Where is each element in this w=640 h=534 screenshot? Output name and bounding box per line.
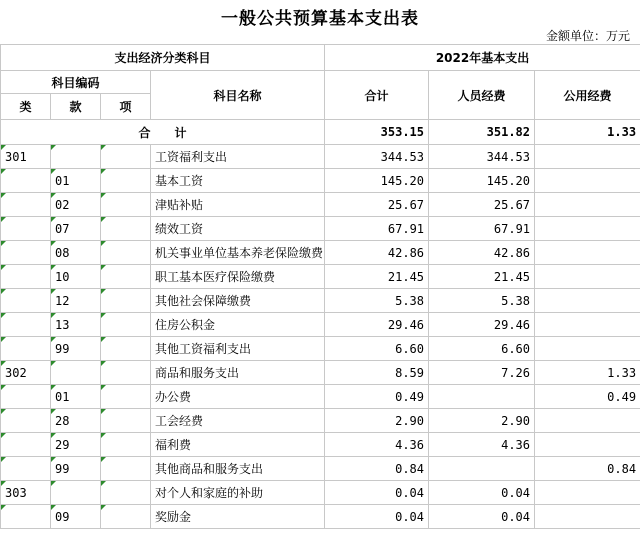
table-row (1, 337, 640, 361)
cell-total: 145.20 (325, 169, 429, 193)
cell-name: 商品和服务支出 (151, 361, 325, 385)
cell-personnel: 21.45 (429, 265, 535, 289)
cell-kuan (51, 193, 101, 217)
cell-format-indicator (101, 409, 106, 414)
cell-format-indicator (101, 169, 106, 174)
cell-kuan (51, 457, 101, 481)
cell-total: 21.45 (325, 265, 429, 289)
total-row (1, 120, 640, 145)
cell-public (535, 169, 640, 193)
cell-xiang (101, 457, 151, 481)
cell-kuan (51, 385, 101, 409)
cell-format-indicator (101, 241, 106, 246)
cell-lei (1, 217, 51, 241)
cell-kuan-text: 08 (55, 245, 70, 260)
cell-kuan (51, 361, 101, 385)
cell-format-indicator (51, 145, 56, 150)
table-row (1, 169, 640, 193)
cell-lei (1, 481, 51, 505)
cell-kuan (51, 433, 101, 457)
cell-personnel: 5.38 (429, 289, 535, 313)
cell-name: 机关事业单位基本养老保险缴费 (151, 241, 325, 265)
report-title: 一般公共预算基本支出表 (221, 9, 419, 29)
cell-kuan (51, 217, 101, 241)
cell-xiang (101, 481, 151, 505)
cell-kuan-text: 10 (55, 269, 70, 284)
cell-personnel: 0.04 (429, 481, 535, 505)
cell-total: 8.59 (325, 361, 429, 385)
cell-total: 0.49 (325, 385, 429, 409)
cell-public (535, 409, 640, 433)
cell-format-indicator (1, 193, 6, 198)
cell-lei (1, 409, 51, 433)
cell-format-indicator (101, 481, 106, 486)
cell-format-indicator (1, 217, 6, 222)
cell-lei (1, 145, 51, 169)
cell-public: 0.49 (535, 385, 640, 409)
cell-name: 基本工资 (151, 169, 325, 193)
cell-xiang (101, 409, 151, 433)
table-row (1, 241, 640, 265)
cell-total: 67.91 (325, 217, 429, 241)
cell-lei (1, 433, 51, 457)
cell-lei (1, 385, 51, 409)
cell-public (535, 337, 640, 361)
cell-total: 344.53 (325, 145, 429, 169)
cell-kuan (51, 313, 101, 337)
cell-name: 其他商品和服务支出 (151, 457, 325, 481)
cell-lei (1, 169, 51, 193)
cell-format-indicator (1, 385, 6, 390)
cell-total: 0.84 (325, 457, 429, 481)
cell-lei (1, 265, 51, 289)
cell-total: 0.04 (325, 505, 429, 529)
table-row (1, 481, 640, 505)
cell-personnel: 67.91 (429, 217, 535, 241)
cell-lei (1, 241, 51, 265)
cell-personnel: 0.04 (429, 505, 535, 529)
cell-kuan-text: 07 (55, 221, 70, 236)
cell-personnel: 2.90 (429, 409, 535, 433)
cell-lei (1, 193, 51, 217)
cell-lei-text: 301 (5, 149, 27, 164)
table-row (1, 457, 640, 481)
total-public: 1.33 (535, 120, 640, 145)
cell-total: 6.60 (325, 337, 429, 361)
cell-public (535, 145, 640, 169)
cell-xiang (101, 385, 151, 409)
cell-name: 工会经费 (151, 409, 325, 433)
cell-format-indicator (1, 457, 6, 462)
cell-kuan-text: 99 (55, 341, 70, 356)
header-total: 合计 (325, 71, 429, 120)
table-row (1, 433, 640, 457)
cell-name: 工资福利支出 (151, 145, 325, 169)
cell-lei-text: 303 (5, 485, 27, 500)
table-row (1, 313, 640, 337)
cell-format-indicator (51, 505, 56, 510)
cell-public (535, 217, 640, 241)
cell-format-indicator (101, 265, 106, 270)
cell-lei (1, 505, 51, 529)
table-row (1, 289, 640, 313)
cell-format-indicator (1, 481, 6, 486)
cell-personnel (429, 457, 535, 481)
cell-format-indicator (1, 313, 6, 318)
table-row (1, 385, 640, 409)
cell-kuan (51, 289, 101, 313)
cell-public (535, 289, 640, 313)
header-row-1 (1, 45, 640, 71)
cell-xiang (101, 193, 151, 217)
cell-format-indicator (51, 193, 56, 198)
cell-name: 对个人和家庭的补助 (151, 481, 325, 505)
cell-xiang (101, 217, 151, 241)
cell-format-indicator (1, 265, 6, 270)
table-row (1, 409, 640, 433)
cell-name: 其他工资福利支出 (151, 337, 325, 361)
cell-total: 0.04 (325, 481, 429, 505)
cell-lei (1, 457, 51, 481)
header-kuan: 款 (51, 94, 101, 120)
cell-name: 办公费 (151, 385, 325, 409)
cell-format-indicator (1, 409, 6, 414)
cell-format-indicator (1, 145, 6, 150)
cell-format-indicator (51, 457, 56, 462)
header-year-expense: 2022年基本支出 (325, 45, 640, 71)
header-xiang: 项 (101, 94, 151, 120)
cell-format-indicator (51, 481, 56, 486)
cell-xiang (101, 361, 151, 385)
cell-xiang (101, 265, 151, 289)
cell-public (535, 241, 640, 265)
cell-format-indicator (1, 433, 6, 438)
cell-format-indicator (51, 217, 56, 222)
header-public: 公用经费 (535, 71, 640, 120)
cell-personnel: 6.60 (429, 337, 535, 361)
cell-format-indicator (51, 433, 56, 438)
cell-public (535, 481, 640, 505)
cell-xiang (101, 313, 151, 337)
table-row (1, 145, 640, 169)
cell-personnel: 42.86 (429, 241, 535, 265)
cell-format-indicator (51, 289, 56, 294)
cell-kuan (51, 145, 101, 169)
total-label: 合 计 (1, 120, 325, 145)
cell-kuan (51, 505, 101, 529)
cell-name: 其他社会保障缴费 (151, 289, 325, 313)
cell-lei (1, 313, 51, 337)
cell-format-indicator (1, 289, 6, 294)
cell-format-indicator (51, 241, 56, 246)
cell-public (535, 265, 640, 289)
cell-format-indicator (51, 337, 56, 342)
cell-personnel: 29.46 (429, 313, 535, 337)
cell-format-indicator (101, 457, 106, 462)
cell-total: 2.90 (325, 409, 429, 433)
cell-personnel: 344.53 (429, 145, 535, 169)
cell-format-indicator (51, 313, 56, 318)
cell-kuan (51, 265, 101, 289)
cell-xiang (101, 289, 151, 313)
cell-name: 住房公积金 (151, 313, 325, 337)
cell-total: 29.46 (325, 313, 429, 337)
cell-total: 42.86 (325, 241, 429, 265)
table-row (1, 265, 640, 289)
cell-format-indicator (101, 217, 106, 222)
cell-format-indicator (1, 169, 6, 174)
cell-kuan (51, 481, 101, 505)
cell-kuan-text: 99 (55, 461, 70, 476)
cell-format-indicator (101, 385, 106, 390)
cell-format-indicator (51, 409, 56, 414)
cell-public (535, 505, 640, 529)
cell-total: 5.38 (325, 289, 429, 313)
cell-format-indicator (101, 505, 106, 510)
cell-kuan (51, 169, 101, 193)
cell-kuan-text: 13 (55, 317, 70, 332)
cell-format-indicator (51, 169, 56, 174)
cell-lei (1, 361, 51, 385)
cell-xiang (101, 433, 151, 457)
cell-format-indicator (101, 313, 106, 318)
table-row (1, 193, 640, 217)
cell-kuan-text: 01 (55, 173, 70, 188)
cell-format-indicator (51, 265, 56, 270)
cell-name: 奖励金 (151, 505, 325, 529)
cell-format-indicator (1, 505, 6, 510)
header-classification: 支出经济分类科目 (1, 45, 325, 71)
cell-public: 0.84 (535, 457, 640, 481)
cell-kuan-text: 29 (55, 437, 70, 452)
header-lei: 类 (1, 94, 51, 120)
cell-format-indicator (1, 241, 6, 246)
cell-format-indicator (1, 337, 6, 342)
cell-public (535, 193, 640, 217)
cell-kuan-text: 09 (55, 509, 70, 524)
cell-public (535, 433, 640, 457)
cell-public: 1.33 (535, 361, 640, 385)
cell-xiang (101, 241, 151, 265)
table-row (1, 505, 640, 529)
header-row-2 (1, 71, 640, 94)
header-name: 科目名称 (151, 71, 325, 120)
total-personnel: 351.82 (429, 120, 535, 145)
header-personnel: 人员经费 (429, 71, 535, 120)
table-row (1, 361, 640, 385)
cell-personnel: 4.36 (429, 433, 535, 457)
cell-format-indicator (1, 361, 6, 366)
cell-xiang (101, 505, 151, 529)
cell-lei (1, 337, 51, 361)
total-amount: 353.15 (325, 120, 429, 145)
cell-xiang (101, 145, 151, 169)
cell-kuan (51, 241, 101, 265)
cell-format-indicator (101, 361, 106, 366)
cell-xiang (101, 337, 151, 361)
cell-name: 绩效工资 (151, 217, 325, 241)
cell-format-indicator (101, 145, 106, 150)
cell-format-indicator (51, 385, 56, 390)
cell-lei-text: 302 (5, 365, 27, 380)
cell-format-indicator (101, 433, 106, 438)
cell-format-indicator (101, 193, 106, 198)
cell-kuan (51, 409, 101, 433)
amount-unit-note: 金额单位：万元 (545, 29, 630, 43)
cell-format-indicator (51, 361, 56, 366)
cell-public (535, 313, 640, 337)
cell-name: 职工基本医疗保险缴费 (151, 265, 325, 289)
cell-personnel: 25.67 (429, 193, 535, 217)
cell-kuan-text: 01 (55, 389, 70, 404)
cell-total: 25.67 (325, 193, 429, 217)
cell-format-indicator (101, 337, 106, 342)
cell-kuan-text: 02 (55, 197, 70, 212)
header-code-group: 科目编码 (1, 71, 151, 94)
cell-personnel (429, 385, 535, 409)
cell-personnel: 145.20 (429, 169, 535, 193)
cell-name: 津贴补贴 (151, 193, 325, 217)
cell-kuan-text: 28 (55, 413, 70, 428)
budget-table (0, 44, 640, 529)
cell-lei (1, 289, 51, 313)
cell-name: 福利费 (151, 433, 325, 457)
cell-format-indicator (101, 289, 106, 294)
cell-kuan (51, 337, 101, 361)
table-row (1, 217, 640, 241)
cell-xiang (101, 169, 151, 193)
cell-kuan-text: 12 (55, 293, 70, 308)
cell-personnel: 7.26 (429, 361, 535, 385)
cell-total: 4.36 (325, 433, 429, 457)
